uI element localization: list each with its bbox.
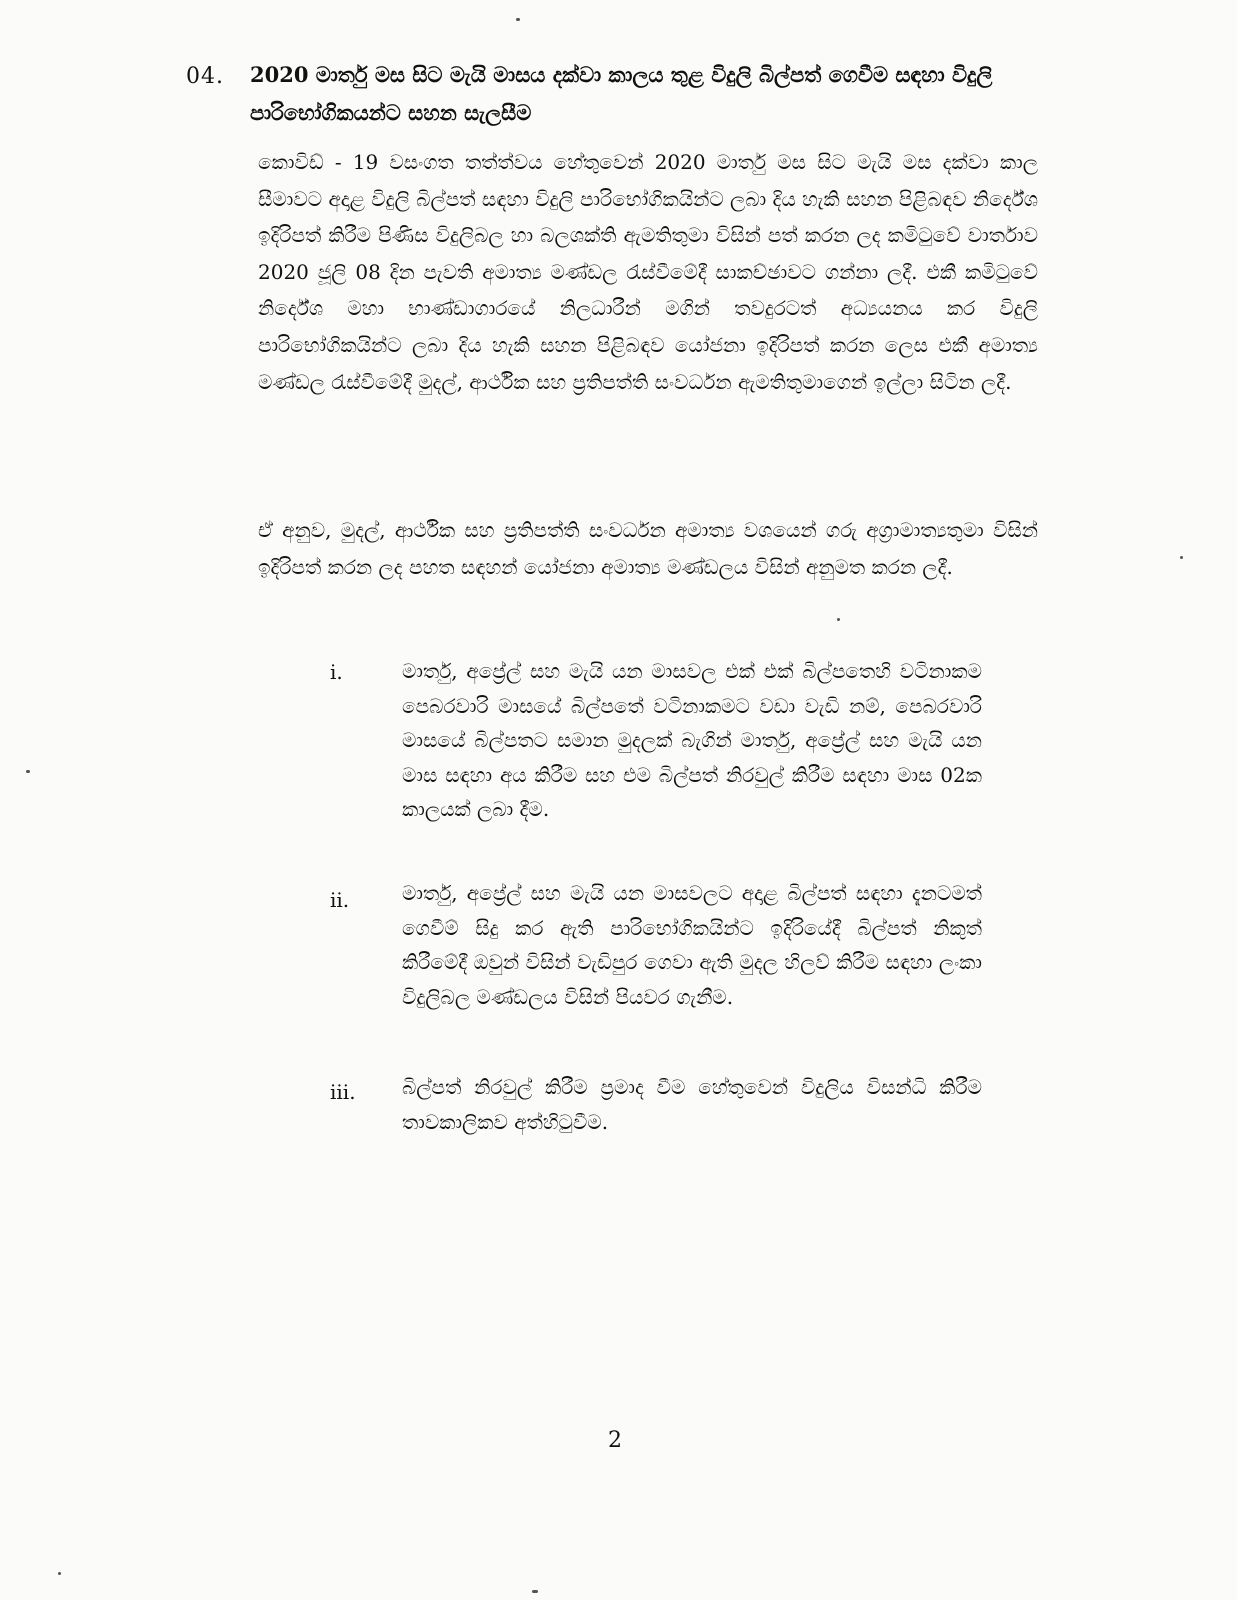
list-item-text: මාර්තු, අප්‍රේල් සහ මැයි යන මාසවල එක් එක් බිල්පතෙහි වටිනාකම පෙබරවාරි මාසයේ බිල්පතේ වටිනාකමට වඩා වැඩි නම්, පෙබරවාරි මාසයේ බිල්පතට සමාන මුදලක් බැගින් මාර්තු, අප්‍රේල් සහ මැයි යන මාස සඳහා අය කිරීම සහ එම බිල්පත් නිරවුල් කිරීම සඳහා මාස 02ක කාලයක් ලබා දීම. — [402, 659, 982, 821]
page-number: 2 — [608, 1428, 622, 1453]
list-item-text: බිල්පත් නිරවුල් කිරීම ප්‍රමාද වීම හේතුවෙන් විදුලිය විසන්ධි කිරීම තාවකාලිකව අත්හිටුවීම. — [402, 1075, 982, 1134]
list-item-number: iii. — [330, 1080, 356, 1104]
paragraph-background: කොවිඩ් - 19 වසංගත තත්ත්වය හේතුවෙන් 2020 මාර්තු මස සිට මැයි මස දක්වා කාල සීමාවට අදාළ විදුලි බිල්පත් සඳහා විදුලි පාරිභෝගිකයින්ට ලබා දිය හැකි සහන පිළිබඳව නිර්දේශ ඉදිරිපත් කිරීම පිණිස විදුලිබල හා බලශක්ති ඇමතිතුමා විසින් පත් කරන ලද කමිටුවේ වාර්තාව 2020 ජූලි 08 දින පැවති අමාත්‍ය මණ්ඩල රැස්වීමේදී සාකච්ඡාවට ගන්නා ලදී. එකී කමිටුවේ නිර්දේශ මහා භාණ්ඩාගාරයේ නිලධාරීන් මගින් තවදුරටත් අධ්‍යයනය කර විදුලි පාරිභෝගිකයින්ට ලබා දිය හැකි සහන පිළිබඳව යෝජනා ඉදිරිපත් කරන ලෙස එකී අමාත්‍ය මණ්ඩල රැස්වීමේදී මුදල්, ආර්ථික සහ ප්‍රතිපත්ති සංවර්ධන ඇමතිතුමාගෙන් ඉල්ලා සිටින ලදී. — [258, 150, 1038, 394]
list-item-text: මාර්තු, අප්‍රේල් සහ මැයි යන මාසවලට අදාළ බිල්පත් සඳහා දැනටමත් ගෙවීම් සිදු කර ඇති පාරිභෝගිකයින්ට ඉදිරියේදී බිල්පත් නිකුත් කිරීමේදී ඔවුන් විසින් වැඩිපුර ගෙවා ඇති මුදල හිලව් කිරීම සඳහා ලංකා විදුලිබල මණ්ඩලය විසින් පියවර ගැනීම. — [402, 881, 982, 1009]
scan-speck — [58, 1572, 61, 1575]
list-item-number: ii. — [330, 888, 350, 912]
scan-speck — [26, 770, 30, 773]
item-number: 04. — [186, 64, 224, 89]
scan-speck — [532, 1590, 538, 1593]
scan-speck — [1180, 556, 1183, 559]
section-heading: 2020 මාර්තු මස සිට මැයි මාසය දක්වා කාලය තුළ විදුලි බිල්පත් ගෙවීම සඳහා විදුලි පාරිභෝගිකයන්ට සහන සැලසීම — [250, 62, 993, 125]
list-item-number: i. — [330, 660, 343, 684]
paragraph-approval: ඒ අනුව, මුදල්, ආර්ථික සහ ප්‍රතිපත්ති සංවර්ධන අමාත්‍ය වශයෙන් ගරු අග්‍රාමාත්‍යතුමා විසින් ඉදිරිපත් කරන ලද පහත සඳහන් යෝජනා අමාත්‍ය මණ්ඩලය විසින් අනුමත කරන ලදී. — [258, 518, 1038, 579]
scan-speck — [516, 18, 520, 21]
scan-speck — [837, 618, 840, 621]
